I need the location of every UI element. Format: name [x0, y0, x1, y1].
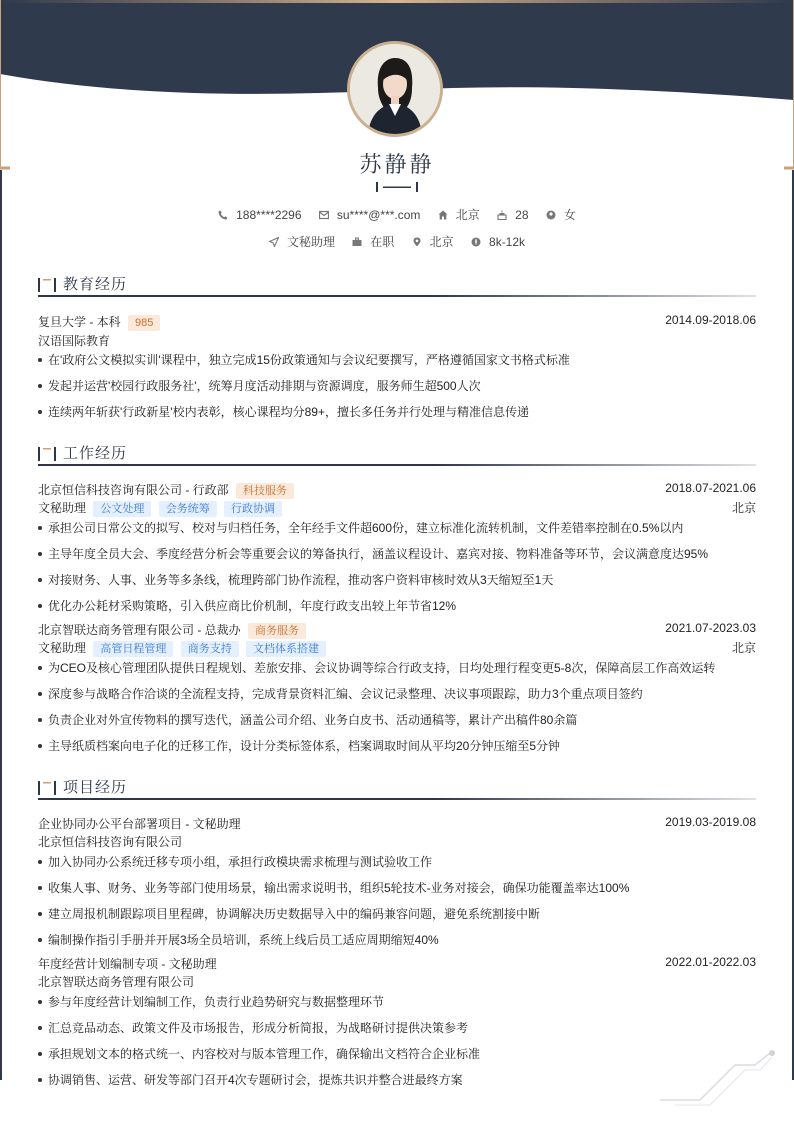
list-item [38, 351, 756, 368]
email-item [319, 208, 421, 222]
job-header [38, 481, 756, 497]
list-item-text: 深度参与战略合作洽谈的全流程支持，完成背景资料汇编、会议记录整理、决议事项跟踪，助力3个重点项目签约 [48, 687, 643, 701]
job-role-row [38, 639, 756, 655]
list-item [38, 1071, 756, 1088]
job-company: 北京恒信科技咨询有限公司 - 行政部 [38, 483, 229, 497]
list-item-text: 主导年度全员大会、季度经营分析会等重要会议的筹备执行，涵盖议程设计、嘉宾对接、物料准备等环节，会议满意度达95% [48, 547, 709, 561]
industry-tag: 科技服务 [236, 483, 294, 499]
profile-photo [347, 41, 443, 137]
bullet-dot [38, 938, 42, 942]
bullet-dot [38, 886, 42, 890]
bullet-dot [38, 912, 42, 916]
job-location: 北京 [731, 501, 756, 515]
skill-tag: 商务支持 [181, 641, 239, 657]
section-heading: 工作经历 [63, 445, 128, 462]
list-item-text: 编制操作指引手册并开展3场全员培训，系统上线后员工适应周期缩短40% [48, 933, 439, 947]
left-border [0, 170, 2, 1080]
project-header [38, 815, 756, 831]
age-item [497, 208, 528, 222]
skill-tag: 行政协调 [224, 501, 282, 517]
hometown-value: 北京 [455, 208, 480, 222]
bullet-dot [38, 604, 42, 608]
skill-tag: 文档体系搭建 [246, 641, 326, 657]
bullet-dot [38, 744, 42, 748]
phone-icon [218, 210, 228, 220]
status-value: 在职 [370, 235, 395, 249]
bullet-dot [38, 552, 42, 556]
work-section-title [38, 442, 756, 470]
phone-value: 188****2296 [236, 207, 302, 222]
section-divider [38, 464, 756, 466]
location-icon [412, 237, 422, 247]
avatar-portrait [350, 44, 440, 134]
bullet-dot [38, 578, 42, 582]
section-mark-icon [38, 447, 56, 461]
list-item [38, 1045, 756, 1062]
project-period: 2019.03-2019.08 [665, 815, 756, 829]
list-item-text: 负责企业对外宣传物料的撰写迭代，涵盖公司介绍、业务白皮书、活动通稿等，累计产出稿件80余篇 [48, 713, 578, 727]
list-item [38, 711, 756, 728]
project-period: 2022.01-2022.03 [665, 955, 756, 969]
section-divider [38, 798, 756, 800]
section-divider [38, 295, 756, 297]
home-icon [438, 210, 448, 220]
city-value: 北京 [429, 235, 454, 249]
bullet-dot [38, 410, 42, 414]
education-major [38, 332, 756, 348]
money-icon [471, 237, 481, 247]
list-item [38, 737, 756, 754]
section-mark-icon [38, 278, 56, 292]
salary-value: 8k-12k [489, 234, 526, 249]
skill-tag: 公文处理 [93, 501, 151, 517]
job-header [38, 621, 756, 637]
age-value: 28 [515, 207, 529, 222]
bullet-dot [38, 860, 42, 864]
email-value: su****@***.com [336, 207, 421, 222]
list-item-text: 收集人事、财务、业务等部门使用场景，输出需求说明书，组织5轮技术-业务对接会，确保功能覆盖率达100% [48, 881, 630, 895]
list-item [38, 1019, 756, 1036]
hometown-item [438, 206, 480, 223]
project-section-title [38, 776, 756, 804]
project-company-row [38, 833, 756, 849]
school-tag: 985 [128, 315, 160, 331]
list-item-text: 为CEO及核心管理团队提供日程规划、差旅安排、会议协调等综合行政支持，日均处理行程变更5-8次，保障高层工作高效运转 [48, 661, 716, 675]
job-role-row [38, 499, 756, 515]
education-section-title [38, 273, 756, 301]
list-item-text: 汇总竞品动态、政策文件及市场报告，形成分析简报，为战略研讨提供决策参考 [48, 1021, 469, 1035]
gender-value: 女 [563, 208, 576, 222]
bullet-dot [38, 1078, 42, 1082]
list-item-text: 对接财务、人事、业务等多条线，梳理跨部门协作流程，推动客户资料审核时效从3天缩短至1天 [48, 573, 554, 587]
gender-item [546, 206, 576, 223]
section-heading: 项目经历 [63, 779, 128, 796]
list-item [38, 597, 756, 614]
decorative-lines [655, 1045, 780, 1110]
bullet-dot [38, 1052, 42, 1056]
project-name: 年度经营计划编制专项 - 文秘助理 [38, 957, 217, 971]
project-name: 企业协同办公平台部署项目 - 文秘助理 [38, 817, 241, 831]
project-company: 北京智联达商务管理有限公司 [38, 975, 195, 989]
list-item [38, 519, 756, 536]
position-item [269, 233, 335, 250]
list-item-text: 加入协同办公系统迁移专项小组，承担行政模块需求梳理与测试验收工作 [48, 855, 433, 869]
project-company-row [38, 973, 756, 989]
list-item [38, 403, 756, 420]
gender-icon [546, 210, 556, 220]
name-divider [376, 182, 418, 192]
list-item-text: 承担公司日常公文的拟写、校对与归档任务，全年经手文件超600份，建立标准化流转机制，文件差错率控制在0.5%以内 [48, 521, 684, 535]
list-item [38, 571, 756, 588]
salary-item [471, 235, 525, 249]
bullet-dot [38, 692, 42, 696]
bullet-dot [38, 384, 42, 388]
job-role: 文秘助理 [38, 501, 87, 515]
job-intent-row [0, 233, 794, 250]
list-item [38, 993, 756, 1010]
list-item-text: 承担规划文本的格式统一、内容校对与版本管理工作，确保输出文档符合企业标准 [48, 1047, 481, 1061]
list-item-text: 建立周报机制跟踪项目里程碑，协调解决历史数据导入中的编码兼容问题，避免系统割接中断 [48, 907, 541, 921]
list-item-text: 在'政府公文模拟实训'课程中，独立完成15份政策通知与会议纪要撰写，严格遵循国家文书格式标准 [48, 353, 570, 367]
list-item-text: 主导纸质档案向电子化的迁移工作，设计分类标签体系，档案调取时间从平均20分钟压缩至5分钟 [48, 739, 561, 753]
bullet-dot [38, 666, 42, 670]
list-item-text: 参与年度经营计划编制工作，负责行业趋势研究与数据整理环节 [48, 995, 385, 1009]
skill-tag: 高管日程管理 [93, 641, 173, 657]
job-period: 2021.07-2023.03 [665, 621, 756, 635]
skill-tag: 会务统筹 [159, 501, 217, 517]
bullet-dot [38, 1026, 42, 1030]
list-item [38, 545, 756, 562]
cake-icon [497, 210, 507, 220]
list-item-text: 发起并运营'校园行政服务社'，统筹月度活动排期与资源调度，服务师生超500人次 [48, 379, 481, 393]
list-item [38, 659, 756, 676]
job-role: 文秘助理 [38, 641, 87, 655]
school-degree: 复旦大学 - 本科 [38, 315, 121, 329]
position-value: 文秘助理 [286, 235, 335, 249]
list-item [38, 905, 756, 922]
list-item [38, 931, 756, 948]
project-header [38, 955, 756, 971]
send-icon [269, 237, 279, 247]
candidate-name: 苏静静 [359, 153, 435, 178]
job-location: 北京 [731, 641, 756, 655]
section-heading: 教育经历 [63, 276, 128, 293]
major-value: 汉语国际教育 [38, 334, 111, 348]
bullet-dot [38, 526, 42, 530]
bullet-dot [38, 1000, 42, 1004]
industry-tag: 商务服务 [248, 623, 306, 639]
contact-row [0, 206, 794, 223]
briefcase-icon [352, 237, 362, 247]
project-company: 北京恒信科技咨询有限公司 [38, 835, 183, 849]
job-company: 北京智联达商务管理有限公司 - 总裁办 [38, 623, 241, 637]
list-item [38, 853, 756, 870]
job-period: 2018.07-2021.06 [665, 481, 756, 495]
mail-icon [319, 210, 329, 220]
education-header [38, 313, 756, 329]
list-item-text: 连续两年斩获'行政新星'校内表彰，核心课程均分89+，擅长多任务并行处理与精准信息传递 [48, 405, 529, 419]
status-item [352, 233, 394, 250]
list-item-text: 协调销售、运营、研发等部门召开4次专题研讨会，提炼共识并整合进最终方案 [48, 1073, 463, 1087]
list-item-text: 优化办公耗材采购策略，引入供应商比价机制，年度行政支出较上年节省12% [48, 599, 457, 613]
phone-item [218, 208, 301, 222]
list-item [38, 879, 756, 896]
list-item [38, 377, 756, 394]
list-item [38, 685, 756, 702]
bullet-dot [38, 718, 42, 722]
bullet-dot [38, 358, 42, 362]
education-period: 2014.09-2018.06 [665, 313, 756, 327]
city-item [412, 233, 454, 250]
section-mark-icon [38, 781, 56, 795]
